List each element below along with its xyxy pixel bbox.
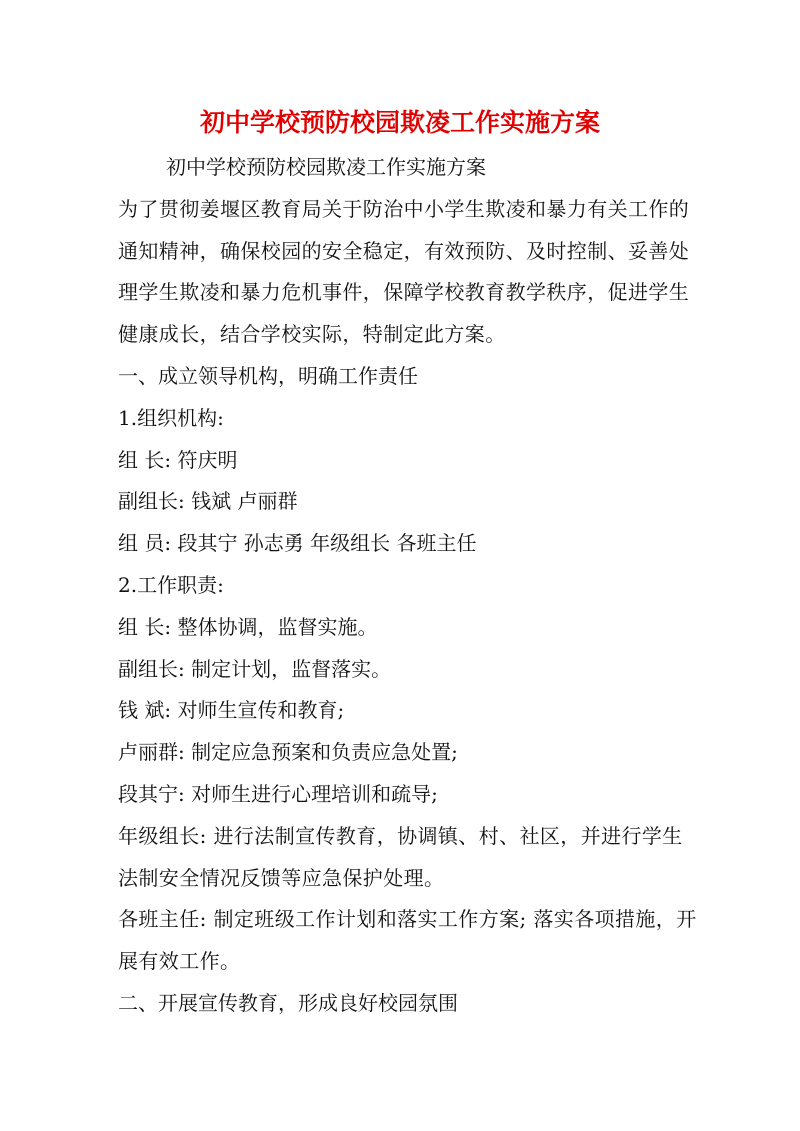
duty-line-leader: 组 长: 整体协调，监督实施。 — [118, 614, 378, 639]
subheading-duties: 2.工作职责: — [118, 572, 224, 597]
document-body — [118, 147, 698, 1025]
duty-line-luliqun: 卢丽群: 制定应急预案和负责应急处置; — [118, 740, 458, 765]
intro-paragraph: 为了贯彻姜堰区教育局关于防治中小学生欺凌和暴力有关工作的通知精神，确保校园的安全稳定，有效预防、及时控制、妥善处理学生欺凌和暴力危机事件，保障学校教育教学秩序，促进学生健康成长，结合学校实际，特制定此方案。 — [118, 196, 690, 347]
duty-line-class-teachers: 各班主任: 制定班级工作计划和落实工作方案; 落实各项措施，开展有效工作。 — [118, 907, 697, 974]
section-heading-2: 二、开展宣传教育，形成良好校园氛围 — [118, 990, 458, 1015]
duty-line-deputy: 副组长: 制定计划，监督落实。 — [118, 656, 392, 681]
duty-line-grade-leaders: 年级组长: 进行法制宣传教育，协调镇、村、社区，并进行学生法制安全情况反馈等应急保护处理。 — [118, 823, 683, 890]
member-line-deputy: 副组长: 钱斌 卢丽群 — [118, 489, 298, 514]
member-line-members: 组 员: 段其宁 孙志勇 年级组长 各班主任 — [118, 531, 477, 556]
duty-line-duanqining: 段其宁: 对师生进行心理培训和疏导; — [118, 781, 438, 806]
section-heading-1: 一、成立领导机构，明确工作责任 — [118, 363, 418, 388]
document-title: 初中学校预防校园欺凌工作实施方案 — [199, 108, 600, 137]
duty-line-qianbin: 钱 斌: 对师生宣传和教育; — [118, 698, 345, 723]
subheading-organization: 1.组织机构: — [118, 405, 224, 430]
subtitle-paragraph: 初中学校预防校园欺凌工作实施方案 — [166, 155, 486, 179]
member-line-leader: 组 长: 符庆明 — [118, 447, 238, 472]
